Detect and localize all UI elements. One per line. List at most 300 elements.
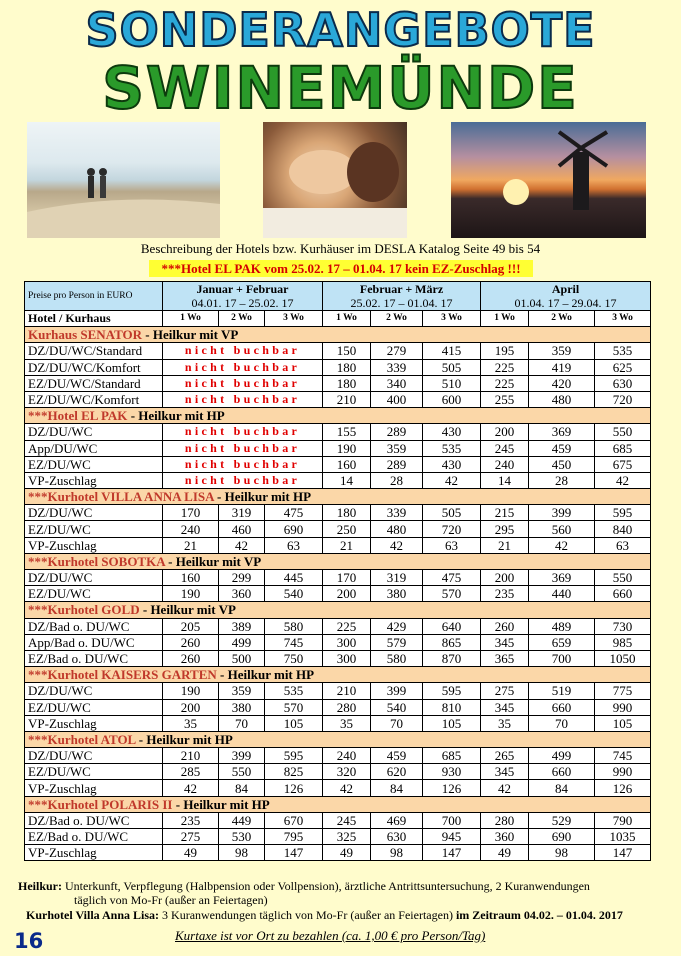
price-cell: 399 [529, 505, 595, 521]
price-cell: 190 [163, 586, 219, 602]
prices-label: Preise pro Person in EURO [25, 282, 163, 311]
hotels-description: Beschreibung der Hotels bzw. Kurhäuser im DESLA Katalog Seite 49 bis 54 [140, 241, 541, 256]
room-type: DZ/DU/WC [25, 424, 163, 440]
price-cell: 359 [529, 343, 595, 359]
price-cell: 295 [481, 521, 529, 537]
price-cell: 529 [529, 812, 595, 828]
week-label: 3 Wo [423, 311, 481, 327]
price-cell: 530 [219, 829, 265, 845]
price-cell: 300 [323, 650, 371, 666]
price-cell: 14 [323, 472, 371, 488]
price-cell: 170 [163, 505, 219, 521]
villa-text: 3 Kuranwendungen täglich von Mo-Fr (außer an Feiertagen) [162, 908, 453, 922]
room-type: DZ/DU/WC/Komfort [25, 359, 163, 375]
price-cell: 35 [323, 715, 371, 731]
room-type: DZ/Bad o. DU/WC [25, 618, 163, 634]
table-row [25, 343, 651, 359]
price-cell: 339 [371, 505, 423, 521]
room-type: EZ/DU/WC [25, 699, 163, 715]
week-label: 3 Wo [265, 311, 323, 327]
price-cell: 480 [529, 391, 595, 407]
price-cell: 180 [323, 359, 371, 375]
section-title: ***Kurhotel SOBOTKA - Heilkur mit VP [25, 553, 651, 569]
price-cell: 126 [595, 780, 651, 796]
price-cell: 630 [595, 375, 651, 391]
room-type: VP-Zuschlag [25, 780, 163, 796]
price-cell: 670 [265, 812, 323, 828]
room-type: EZ/DU/WC [25, 586, 163, 602]
price-cell: 620 [371, 764, 423, 780]
section-title: ***Kurhotel KAISERS GARTEN - Heilkur mit HP [25, 667, 651, 683]
week-label: 3 Wo [595, 311, 651, 327]
room-type: EZ/DU/WC [25, 521, 163, 537]
room-type: App/Bad o. DU/WC [25, 634, 163, 650]
section-title: Kurhaus SENATOR - Heilkur mit VP [25, 327, 651, 343]
price-cell: 200 [163, 699, 219, 715]
price-cell: 275 [481, 683, 529, 699]
price-cell: 235 [481, 586, 529, 602]
room-type: VP-Zuschlag [25, 845, 163, 861]
price-cell: 1050 [595, 650, 651, 666]
price-cell: 98 [371, 845, 423, 861]
price-cell: 535 [265, 683, 323, 699]
cure-type: Heilkur mit HP [183, 796, 270, 812]
price-cell: 28 [529, 472, 595, 488]
hotel-name: ***Kurhotel VILLA ANNA LISA [28, 489, 214, 505]
price-cell: 595 [265, 748, 323, 764]
price-cell: 359 [219, 683, 265, 699]
price-cell: 540 [371, 699, 423, 715]
price-cell: 49 [163, 845, 219, 861]
price-cell: 730 [595, 618, 651, 634]
price-cell: 579 [371, 634, 423, 650]
price-cell: 279 [371, 343, 423, 359]
price-cell: 200 [323, 586, 371, 602]
heilkur-footnote [18, 879, 638, 907]
price-cell: 150 [323, 343, 371, 359]
period-feb-mar: Februar + März 25.02. 17 – 01.04. 17 [323, 282, 481, 311]
price-cell: 870 [423, 650, 481, 666]
price-cell: 300 [323, 634, 371, 650]
price-cell: 42 [481, 780, 529, 796]
room-type: DZ/DU/WC [25, 683, 163, 699]
price-cell: 42 [323, 780, 371, 796]
price-cell: 319 [371, 570, 423, 586]
heilkur-text: Unterkunft, Verpflegung (Halbpension oder Vollpension), ärztliche Antrittsuntersuchung, 2 Kuranwendungen [65, 879, 590, 893]
price-cell: 505 [423, 359, 481, 375]
price-cell: 389 [219, 618, 265, 634]
hotel-name: ***Hotel EL PAK [28, 408, 128, 424]
section-header [25, 489, 651, 505]
price-cell: 225 [481, 359, 529, 375]
price-cell: 289 [371, 456, 423, 472]
section-title: ***Hotel EL PAK - Heilkur mit HP [25, 408, 651, 424]
price-cell: 289 [371, 424, 423, 440]
price-cell: 345 [481, 634, 529, 650]
price-cell: 450 [529, 456, 595, 472]
price-cell: 195 [481, 343, 529, 359]
price-cell: 280 [323, 699, 371, 715]
price-cell: 445 [265, 570, 323, 586]
price-cell: 325 [323, 829, 371, 845]
price-cell: 550 [219, 764, 265, 780]
price-cell: 126 [423, 780, 481, 796]
price-cell: 595 [595, 505, 651, 521]
price-cell: 170 [323, 570, 371, 586]
room-type: EZ/DU/WC [25, 764, 163, 780]
table-row [25, 537, 651, 553]
price-cell: 319 [219, 505, 265, 521]
price-cell: 70 [529, 715, 595, 731]
table-row [25, 424, 651, 440]
price-cell: 205 [163, 618, 219, 634]
room-type: DZ/Bad o. DU/WC [25, 812, 163, 828]
price-cell: 210 [323, 391, 371, 407]
room-type: DZ/DU/WC [25, 748, 163, 764]
price-cell: 98 [529, 845, 595, 861]
price-cell: 459 [529, 440, 595, 456]
price-cell: 720 [595, 391, 651, 407]
price-cell: 35 [163, 715, 219, 731]
room-type: VP-Zuschlag [25, 715, 163, 731]
section-title: ***Kurhotel GOLD - Heilkur mit VP [25, 602, 651, 618]
price-cell: 990 [595, 699, 651, 715]
price-cell: 595 [423, 683, 481, 699]
cure-type: Heilkur mit HP [224, 489, 312, 505]
price-cell: 840 [595, 521, 651, 537]
price-cell: 190 [323, 440, 371, 456]
price-table [24, 281, 651, 861]
title-sonderangebote: SONDERANGEBOTE [85, 3, 596, 57]
price-cell: 369 [529, 570, 595, 586]
price-cell: 42 [529, 537, 595, 553]
page-number: 16 [14, 929, 44, 953]
not-bookable: nicht buchbar [163, 375, 323, 391]
price-cell: 930 [423, 764, 481, 780]
price-cell: 825 [265, 764, 323, 780]
price-cell: 459 [371, 748, 423, 764]
section-header [25, 731, 651, 747]
price-cell: 750 [265, 650, 323, 666]
section-header [25, 408, 651, 424]
villa-label: Kurhotel Villa Anna Lisa: [26, 908, 160, 922]
period-jan-feb: Januar + Februar 04.01. 17 – 25.02. 17 [163, 282, 323, 311]
villa-footnote [26, 908, 666, 923]
price-cell: 70 [219, 715, 265, 731]
price-cell: 245 [323, 812, 371, 828]
price-cell: 345 [481, 764, 529, 780]
price-cell: 489 [529, 618, 595, 634]
price-cell: 250 [323, 521, 371, 537]
price-cell: 84 [529, 780, 595, 796]
price-cell: 570 [265, 699, 323, 715]
cure-type: Heilkur mit HP [146, 731, 233, 747]
price-cell: 147 [265, 845, 323, 861]
table-row [25, 586, 651, 602]
table-row [25, 472, 651, 488]
price-cell: 340 [371, 375, 423, 391]
price-cell: 105 [595, 715, 651, 731]
table-row [25, 440, 651, 456]
table-row [25, 618, 651, 634]
price-cell: 359 [371, 440, 423, 456]
price-cell: 255 [481, 391, 529, 407]
beach-photo [27, 122, 220, 238]
price-cell: 210 [323, 683, 371, 699]
price-cell: 540 [265, 586, 323, 602]
hotel-name: ***Kurhotel GOLD [28, 602, 140, 618]
week-label: 2 Wo [219, 311, 265, 327]
week-label: 1 Wo [481, 311, 529, 327]
price-cell: 84 [219, 780, 265, 796]
price-cell: 775 [595, 683, 651, 699]
price-cell: 475 [265, 505, 323, 521]
price-cell: 460 [219, 521, 265, 537]
hotel-name: Kurhaus SENATOR [28, 327, 143, 343]
table-row [25, 650, 651, 666]
price-cell: 690 [529, 829, 595, 845]
price-cell: 360 [219, 586, 265, 602]
price-cell: 399 [371, 683, 423, 699]
price-cell: 550 [595, 570, 651, 586]
room-type: EZ/Bad o. DU/WC [25, 650, 163, 666]
price-cell: 990 [595, 764, 651, 780]
price-cell: 700 [423, 812, 481, 828]
price-cell: 690 [265, 521, 323, 537]
price-cell: 499 [219, 634, 265, 650]
heilkur-text-cont: täglich von Mo-Fr (außer an Feiertagen) [74, 893, 268, 907]
price-cell: 500 [219, 650, 265, 666]
price-cell: 42 [371, 537, 423, 553]
price-cell: 700 [529, 650, 595, 666]
price-cell: 510 [423, 375, 481, 391]
cure-type: Heilkur mit VP [150, 602, 236, 618]
price-cell: 660 [595, 586, 651, 602]
price-cell: 505 [423, 505, 481, 521]
price-cell: 285 [163, 764, 219, 780]
heilkur-label: Heilkur: [18, 879, 62, 893]
price-cell: 630 [371, 829, 423, 845]
price-cell: 570 [423, 586, 481, 602]
section-header [25, 667, 651, 683]
price-cell: 28 [371, 472, 423, 488]
price-cell: 430 [423, 456, 481, 472]
price-cell: 399 [219, 748, 265, 764]
price-cell: 200 [481, 570, 529, 586]
price-cell: 339 [371, 359, 423, 375]
price-cell: 21 [163, 537, 219, 553]
table-row [25, 683, 651, 699]
hotel-name: ***Kurhotel POLARIS II [28, 796, 173, 812]
room-type: DZ/DU/WC [25, 505, 163, 521]
price-cell: 42 [423, 472, 481, 488]
price-cell: 98 [219, 845, 265, 861]
windmill-photo [451, 122, 646, 238]
price-cell: 600 [423, 391, 481, 407]
price-cell: 469 [371, 812, 423, 828]
price-cell: 320 [323, 764, 371, 780]
price-cell: 180 [323, 505, 371, 521]
price-cell: 160 [323, 456, 371, 472]
price-cell: 865 [423, 634, 481, 650]
price-cell: 147 [423, 845, 481, 861]
period-april: April 01.04. 17 – 29.04. 17 [481, 282, 651, 311]
price-cell: 745 [265, 634, 323, 650]
price-cell: 245 [481, 440, 529, 456]
price-cell: 369 [529, 424, 595, 440]
table-row [25, 780, 651, 796]
price-cell: 580 [371, 650, 423, 666]
not-bookable: nicht buchbar [163, 424, 323, 440]
price-cell: 240 [323, 748, 371, 764]
price-cell: 63 [423, 537, 481, 553]
price-cell: 265 [481, 748, 529, 764]
price-cell: 180 [323, 375, 371, 391]
price-cell: 345 [481, 699, 529, 715]
price-cell: 155 [323, 424, 371, 440]
price-cell: 105 [265, 715, 323, 731]
table-row [25, 634, 651, 650]
price-cell: 21 [481, 537, 529, 553]
table-row [25, 505, 651, 521]
not-bookable: nicht buchbar [163, 472, 323, 488]
price-cell: 380 [371, 586, 423, 602]
section-header [25, 553, 651, 569]
price-cell: 126 [265, 780, 323, 796]
price-cell: 42 [163, 780, 219, 796]
section-header [25, 602, 651, 618]
not-bookable: nicht buchbar [163, 343, 323, 359]
room-header: Hotel / Kurhaus [25, 311, 163, 327]
cure-type: Heilkur mit VP [175, 553, 262, 569]
price-cell: 63 [265, 537, 323, 553]
price-cell: 499 [529, 748, 595, 764]
price-cell: 35 [481, 715, 529, 731]
tax-note: Kurtaxe ist vor Ort zu bezahlen (ca. 1,00 € pro Person/Tag) [175, 928, 486, 943]
price-cell: 430 [423, 424, 481, 440]
price-cell: 415 [423, 343, 481, 359]
room-type: EZ/DU/WC/Standard [25, 375, 163, 391]
not-bookable: nicht buchbar [163, 391, 323, 407]
table-row [25, 715, 651, 731]
price-cell: 147 [595, 845, 651, 861]
price-cell: 190 [163, 683, 219, 699]
price-cell: 200 [481, 424, 529, 440]
price-cell: 210 [163, 748, 219, 764]
room-type: App/DU/WC [25, 440, 163, 456]
price-cell: 419 [529, 359, 595, 375]
price-cell: 685 [595, 440, 651, 456]
price-cell: 659 [529, 634, 595, 650]
not-bookable: nicht buchbar [163, 456, 323, 472]
villa-period: im Zeitraum 04.02. – 01.04. 2017 [455, 908, 623, 922]
price-cell: 21 [323, 537, 371, 553]
room-type: DZ/DU/WC/Standard [25, 343, 163, 359]
price-cell: 380 [219, 699, 265, 715]
section-title: ***Kurhotel ATOL - Heilkur mit HP [25, 731, 651, 747]
price-cell: 945 [423, 829, 481, 845]
price-cell: 685 [423, 748, 481, 764]
price-cell: 420 [529, 375, 595, 391]
price-cell: 260 [481, 618, 529, 634]
section-title: ***Kurhotel POLARIS II - Heilkur mit HP [25, 796, 651, 812]
price-cell: 70 [371, 715, 423, 731]
price-cell: 720 [423, 521, 481, 537]
week-label: 2 Wo [371, 311, 423, 327]
price-cell: 42 [595, 472, 651, 488]
price-cell: 49 [323, 845, 371, 861]
table-row [25, 764, 651, 780]
table-row [25, 456, 651, 472]
price-cell: 660 [529, 764, 595, 780]
price-cell: 260 [163, 634, 219, 650]
table-row [25, 359, 651, 375]
price-cell: 580 [265, 618, 323, 634]
section-header [25, 796, 651, 812]
price-cell: 985 [595, 634, 651, 650]
price-cell: 440 [529, 586, 595, 602]
room-type: VP-Zuschlag [25, 472, 163, 488]
price-cell: 215 [481, 505, 529, 521]
table-row [25, 570, 651, 586]
room-type: VP-Zuschlag [25, 537, 163, 553]
price-cell: 84 [371, 780, 423, 796]
room-type: DZ/DU/WC [25, 570, 163, 586]
hotel-name: ***Kurhotel SOBOTKA [28, 553, 165, 569]
cure-type: Heilkur mit HP [227, 667, 315, 683]
week-label: 2 Wo [529, 311, 595, 327]
price-cell: 640 [423, 618, 481, 634]
price-cell: 660 [529, 699, 595, 715]
section-header [25, 327, 651, 343]
price-table-body [25, 327, 651, 861]
price-cell: 535 [595, 343, 651, 359]
price-cell: 225 [481, 375, 529, 391]
week-label: 1 Wo [163, 311, 219, 327]
price-cell: 260 [163, 650, 219, 666]
price-cell: 365 [481, 650, 529, 666]
price-cell: 429 [371, 618, 423, 634]
table-row [25, 521, 651, 537]
price-cell: 535 [423, 440, 481, 456]
massage-photo [263, 122, 407, 238]
price-cell: 550 [595, 424, 651, 440]
price-cell: 105 [423, 715, 481, 731]
price-cell: 63 [595, 537, 651, 553]
price-cell: 675 [595, 456, 651, 472]
table-row [25, 375, 651, 391]
price-cell: 480 [371, 521, 423, 537]
price-cell: 225 [323, 618, 371, 634]
section-title: ***Kurhotel VILLA ANNA LISA - Heilkur mit HP [25, 489, 651, 505]
table-row [25, 829, 651, 845]
room-type: EZ/DU/WC/Komfort [25, 391, 163, 407]
table-row [25, 812, 651, 828]
price-cell: 625 [595, 359, 651, 375]
table-row [25, 391, 651, 407]
room-type: EZ/DU/WC [25, 456, 163, 472]
title-swinemuende: SWINEMÜNDE [102, 54, 579, 122]
not-bookable: nicht buchbar [163, 359, 323, 375]
hotel-name: ***Kurhotel KAISERS GARTEN [28, 667, 217, 683]
table-row [25, 699, 651, 715]
price-cell: 275 [163, 829, 219, 845]
hotel-name: ***Kurhotel ATOL [28, 731, 136, 747]
price-cell: 42 [219, 537, 265, 553]
table-row [25, 845, 651, 861]
price-cell: 560 [529, 521, 595, 537]
price-cell: 240 [481, 456, 529, 472]
